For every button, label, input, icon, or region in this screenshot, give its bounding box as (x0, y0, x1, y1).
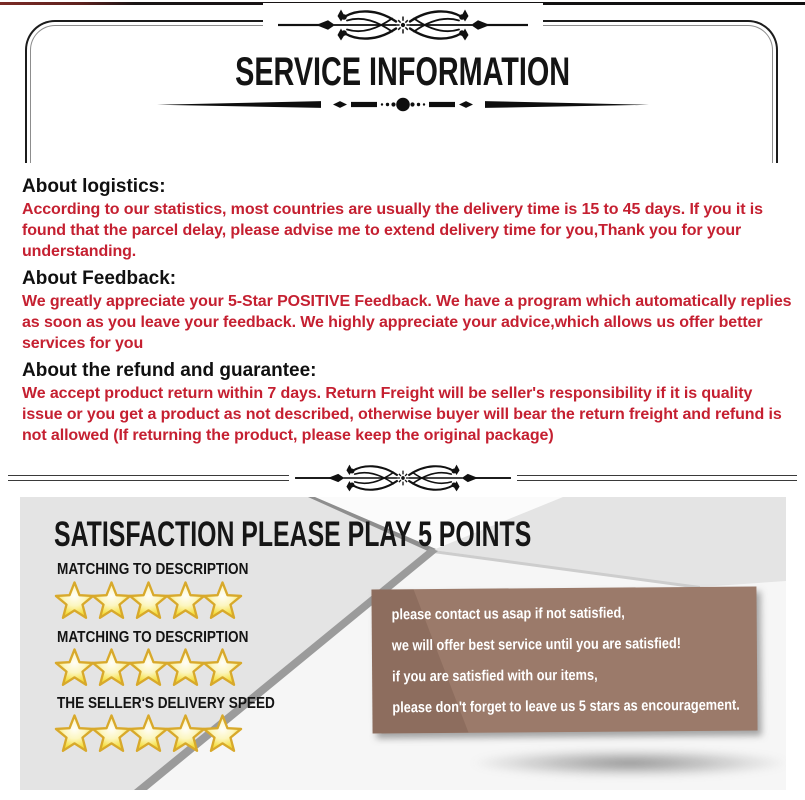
service-info-content (22, 176, 792, 451)
satisfaction-title: SATISFACTION PLEASE PLAY 5 POINTS (54, 515, 532, 554)
rating-label-delivery-speed: THE SELLER'S DELIVERY SPEED (57, 695, 275, 712)
divider-line-right (517, 475, 798, 481)
note-box-shadow (470, 749, 786, 777)
note-line: please contact us asap if not satisfied, (391, 604, 625, 624)
star-icon (201, 580, 244, 623)
satisfaction-panel (20, 497, 786, 790)
star-rating-row (53, 647, 238, 690)
service-note-box (371, 586, 757, 733)
star-icon (201, 647, 244, 690)
section-heading-feedback: About Feedback: (22, 267, 177, 289)
page-title: SERVICE INFORMATION (235, 50, 570, 94)
star-rating-row (53, 580, 238, 623)
note-line: please don't forget to leave us 5 stars as encouragement. (392, 696, 740, 717)
section-heading-logistics: About logistics: (22, 176, 166, 197)
flourish-ornament-icon (294, 459, 512, 497)
star-rating-row (53, 713, 238, 756)
rating-label-description-1: MATCHING TO DESCRIPTION (57, 561, 249, 578)
section-heading-refund: About the refund and guarantee: (22, 359, 317, 381)
note-line: we will offer best service until you are satisfied! (391, 635, 682, 655)
section-body-feedback: We greatly appreciate your 5-Star POSITIVE Feedback. We have a program which automatically replies as soon as you leave your feedback. We highly appreciate your advice,which allows us offer better services for you (22, 293, 792, 352)
title-divider-icon (153, 96, 653, 113)
rating-label-description-2: MATCHING TO DESCRIPTION (57, 629, 249, 646)
middle-divider (8, 458, 797, 498)
section-body-logistics: According to our statistics, most countries are usually the delivery time is 15 to 45 days. If you it is found that the parcel delay, please advise me to extend delivery time for you,Thank you for your understanding. (22, 201, 763, 260)
divider-line-left (8, 475, 289, 481)
flourish-ornament-icon (263, 3, 543, 47)
note-line: if you are satisfied with our items, (392, 666, 598, 686)
star-icon (201, 713, 244, 756)
section-body-refund: We accept product return within 7 days. Return Freight will be seller's responsibility if it is quality issue or you get a product as not described, otherwise buyer will bear the return freight and refund is not allowed (If returning the product, please keep the original package) (22, 385, 782, 444)
